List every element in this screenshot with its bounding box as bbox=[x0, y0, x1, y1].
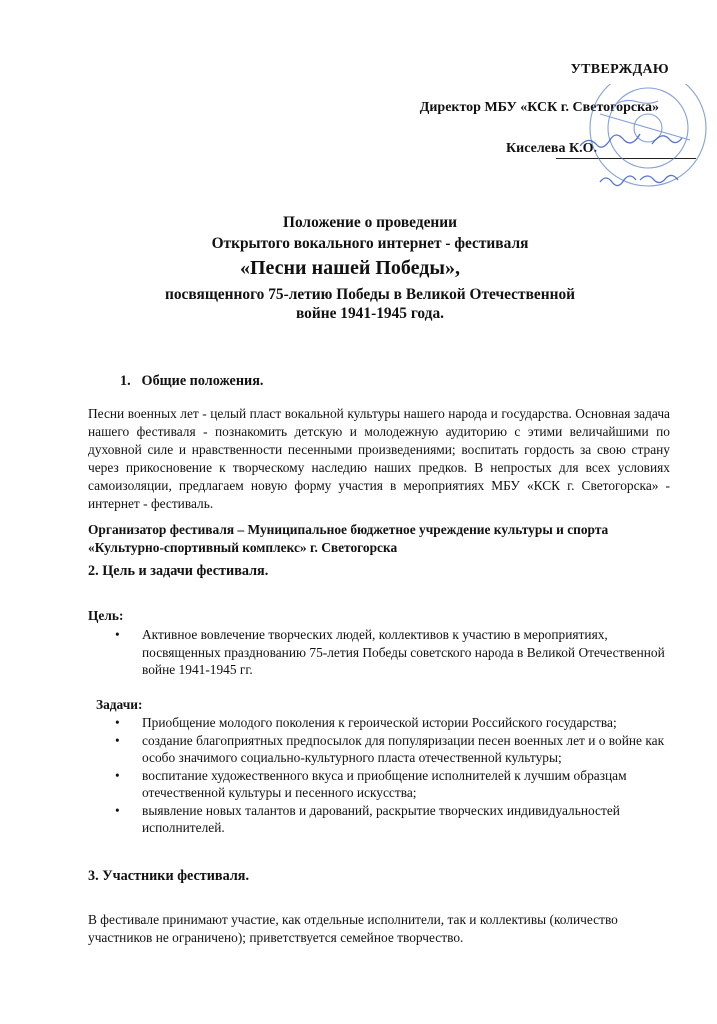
bullet: • bbox=[115, 802, 120, 818]
approval-director: Директор МБУ «КСК г. Светогорска» bbox=[419, 100, 659, 115]
section-3-paragraph: В фестивале принимают участие, как отдельные исполнители, так и коллективы (количество участников не ограничено); приветствуется семейное творчество. bbox=[88, 912, 618, 945]
bullet: • bbox=[115, 732, 120, 748]
bullet: • bbox=[115, 767, 120, 783]
bullet: • bbox=[115, 715, 120, 730]
title-line-1: Положение о проведении bbox=[282, 214, 458, 231]
section-1-number: 1. bbox=[120, 373, 131, 389]
bullet: • bbox=[115, 627, 120, 642]
stamp-and-signature-image bbox=[540, 84, 715, 194]
list-item: • Активное вовлечение творческих людей, коллективов к участию в мероприятиях, посвященных празднованию 75-летия Победы советского народа в Великой Отечественной войне 1941-1945 гг. bbox=[115, 627, 665, 677]
tasks-label: Задачи: bbox=[96, 697, 143, 712]
section-1-heading bbox=[120, 373, 263, 390]
title-line-2: Открытого вокального интернет - фестиваля bbox=[211, 235, 529, 252]
goal-label: Цель: bbox=[88, 608, 124, 623]
title-line-5: войне 1941-1945 года. bbox=[295, 305, 445, 322]
section-1-paragraph: Песни военных лет - целый пласт вокальной культуры нашего народа и государства. Основная задача нашего фестиваля - познакомить детскую и молодежную аудиторию с этими величайшими по духовной силе и нравственности песенными произведениями; воспитать гордость за свою страну через прикосновение к творческому наследию наших предков. В непростых для всех условиях самоизоляции, предлагаем новую форму участия в мероприятиях МБУ «КСК г. Светогорска» - интернет - фестиваль. bbox=[88, 406, 670, 511]
section-1-title: Общие положения. bbox=[141, 373, 264, 389]
approval-name: Киселева К.О. bbox=[506, 141, 597, 156]
tasks-list bbox=[112, 714, 672, 837]
goal-list bbox=[112, 626, 672, 679]
section-3-heading: 3. Участники фестиваля. bbox=[88, 868, 249, 884]
list-item: • создание благоприятных предпосылок для популяризации песен военных лет и о войне как особо значимого социально-культурного пласта отечественной культуры; bbox=[115, 732, 665, 765]
festival-name: «Песни нашей Победы», bbox=[239, 257, 461, 279]
list-item: • воспитание художественного вкуса и приобщение исполнителей к лучшим образцам отечественной культуры и песенного искусства; bbox=[115, 767, 627, 800]
list-item: • Приобщение молодого поколения к героической истории Российского государства; bbox=[115, 715, 617, 730]
section-2-heading: 2. Цель и задачи фестиваля. bbox=[88, 563, 269, 579]
approval-title: УТВЕРЖДАЮ bbox=[570, 62, 669, 77]
organizer-paragraph: Организатор фестиваля – Муниципальное бюджетное учреждение культуры и спорта «Культурно-спортивный комплекс» г. Светогорска bbox=[88, 522, 609, 555]
list-item: • выявление новых талантов и дарований, раскрытие творческих индивидуальностей исполнителей. bbox=[115, 802, 620, 835]
title-line-4: посвященного 75-летию Победы в Великой Отечественной bbox=[164, 286, 576, 303]
